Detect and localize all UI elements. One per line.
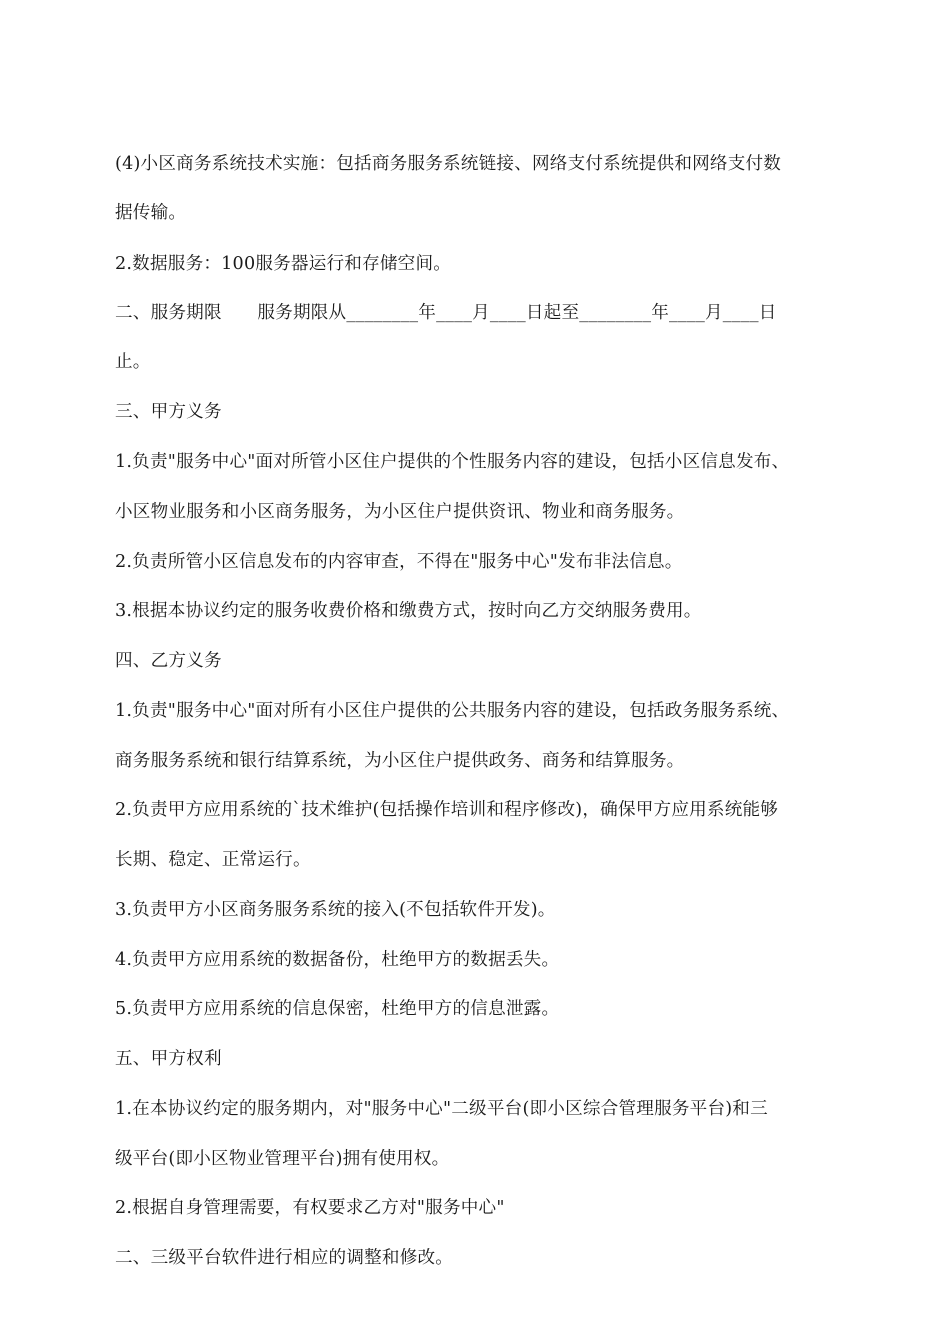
paragraph-line: 4.负责甲方应用系统的数据备份，杜绝甲方的数据丢失。 [115, 950, 560, 970]
section-heading: 五、甲方权利 [115, 1049, 222, 1069]
paragraph-line: 2.根据自身管理需要，有权要求乙方对"服务中心" [115, 1198, 505, 1218]
paragraph-line: 3.根据本协议约定的服务收费价格和缴费方式，按时向乙方交纳服务费用。 [115, 601, 702, 621]
paragraph-line: 级平台(即小区物业管理平台)拥有使用权。 [115, 1149, 450, 1169]
paragraph-line: 二、服务期限 服务期限从________年____月____日起至________年____月____日 [115, 303, 777, 323]
paragraph-line: 止。 [115, 352, 151, 372]
paragraph-line: 2.负责甲方应用系统的`技术维护(包括操作培训和程序修改)，确保甲方应用系统能够 [115, 800, 779, 820]
paragraph-line: 5.负责甲方应用系统的信息保密，杜绝甲方的信息泄露。 [115, 999, 560, 1019]
paragraph-line: 二、三级平台软件进行相应的调整和修改。 [115, 1248, 454, 1268]
paragraph-line: 1.负责"服务中心"面对所管小区住户提供的个性服务内容的建设，包括小区信息发布、 [115, 452, 790, 472]
paragraph-line: 据传输。 [115, 203, 187, 223]
paragraph-line: 小区物业服务和小区商务服务，为小区住户提供资讯、物业和商务服务。 [115, 502, 685, 522]
paragraph-line: (4)小区商务系统技术实施：包括商务服务系统链接、网络支付系统提供和网络支付数 [115, 154, 782, 174]
section-heading: 四、乙方义务 [115, 651, 222, 671]
paragraph-line: 2.负责所管小区信息发布的内容审查，不得在"服务中心"发布非法信息。 [115, 552, 683, 572]
paragraph-line: 商务服务系统和银行结算系统，为小区住户提供政务、商务和结算服务。 [115, 751, 685, 771]
paragraph-line: 1.负责"服务中心"面对所有小区住户提供的公共服务内容的建设，包括政务服务系统、 [115, 701, 790, 721]
paragraph-line: 2.数据服务：100服务器运行和存储空间。 [115, 254, 452, 274]
section-heading: 三、甲方义务 [115, 402, 222, 422]
paragraph-line: 3.负责甲方小区商务服务系统的接入(不包括软件开发)。 [115, 900, 556, 920]
paragraph-line: 1.在本协议约定的服务期内，对"服务中心"二级平台(即小区综合管理服务平台)和三 [115, 1099, 768, 1119]
paragraph-line: 长期、稳定、正常运行。 [115, 850, 311, 870]
